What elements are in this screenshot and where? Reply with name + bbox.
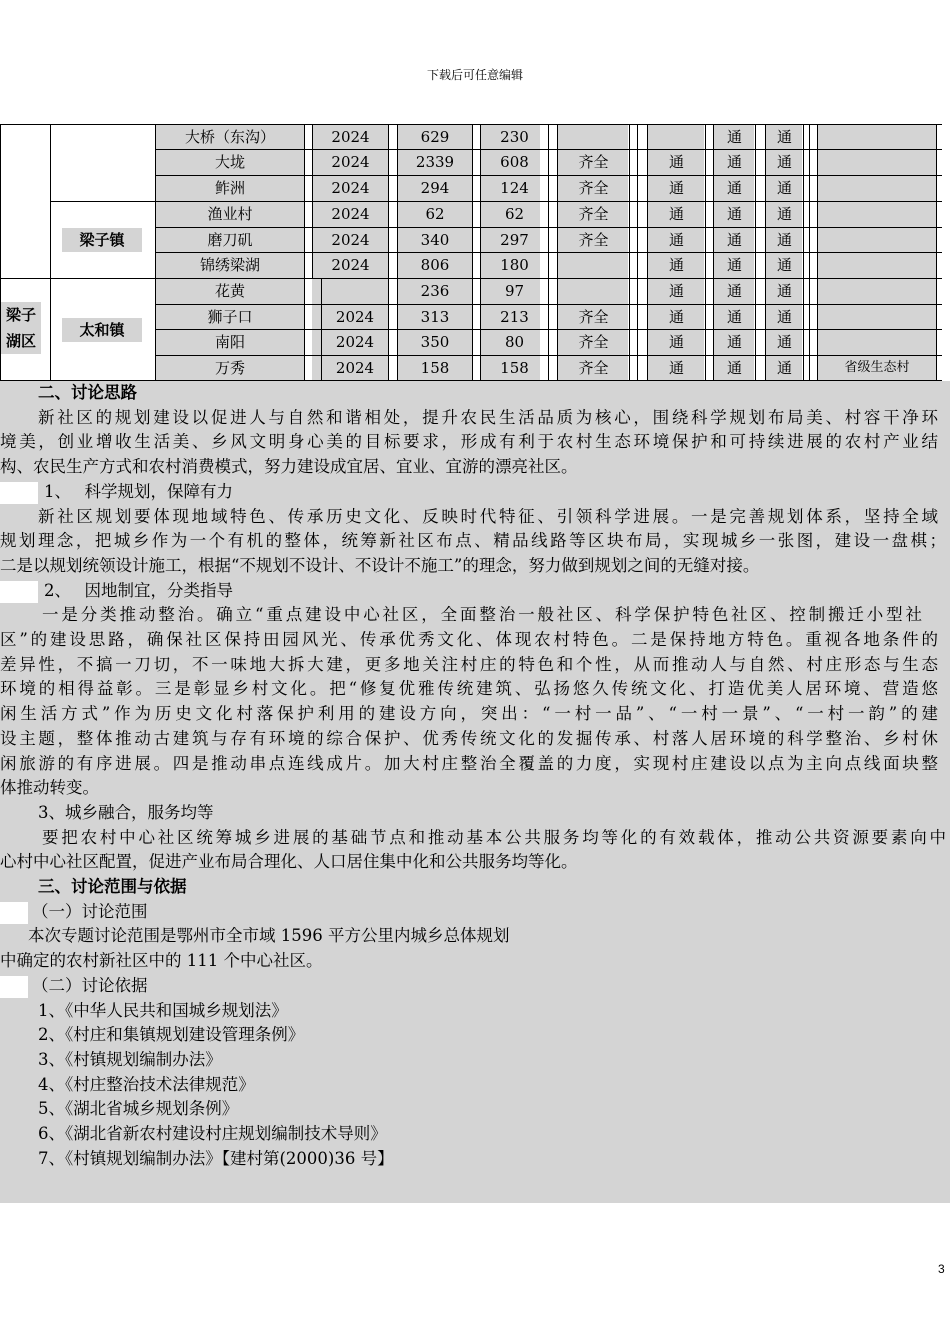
year: 2024 (331, 153, 370, 171)
note (818, 175, 936, 201)
village-name: 大桥（东沟） (184, 128, 275, 146)
households: 124 (500, 179, 529, 197)
population: 236 (420, 282, 450, 300)
table-row (0, 278, 942, 304)
facilities: 齐全 (578, 308, 609, 326)
paragraph-line: 构、农民生产方式和农村消费模式，努力建设成宜居、宜业、宜游的漂亮社区。 (0, 457, 578, 477)
facilities: 齐全 (578, 179, 609, 197)
note (818, 304, 936, 330)
paragraph-line: 设主题，整体推动古建筑与存有环境的综合保护、优秀传统文化的发掘传承、村落人居环境的科学整治、乡村休 (0, 728, 938, 748)
note (818, 124, 936, 150)
road: 通 (668, 205, 684, 223)
power: 通 (776, 205, 792, 223)
water: 通 (726, 282, 742, 300)
note (818, 278, 936, 304)
year: 2024 (331, 256, 370, 274)
water: 通 (726, 359, 742, 377)
village-name: 鲊洲 (214, 179, 245, 197)
water: 通 (726, 231, 742, 249)
facilities (558, 124, 629, 150)
list-item: 7、《村镇规划编制办法》【建村第(2000)36 号】 (38, 1148, 394, 1168)
table-row (0, 175, 942, 201)
households: 80 (504, 333, 525, 351)
power: 通 (776, 359, 792, 377)
paragraph-line: 体推动转变。 (0, 778, 99, 798)
facilities: 齐全 (578, 231, 609, 249)
water: 通 (726, 179, 742, 197)
power: 通 (776, 256, 792, 274)
document-body (0, 381, 950, 1203)
town-label-liangzi: 梁子镇 (62, 228, 142, 252)
village-name: 磨刀矶 (207, 231, 253, 249)
water: 通 (726, 128, 742, 146)
town-label-taihe: 太和镇 (62, 318, 142, 342)
paragraph-line: 心村中心社区配置，促进产业布局合理化、人口居住集中化和公共服务均等化。 (0, 852, 578, 872)
village-name: 花黄 (214, 282, 245, 300)
water: 通 (726, 256, 742, 274)
highlight-gap (0, 902, 28, 924)
year: 2024 (331, 128, 370, 146)
road: 通 (668, 179, 684, 197)
power: 通 (776, 282, 792, 300)
paragraph-line: 本次专题讨论范围是鄂州市全市域 1596 平方公里内城乡总体规划 (28, 926, 510, 946)
village-name: 南阳 (214, 333, 245, 351)
village-name: 渔业村 (207, 205, 253, 223)
facilities (558, 252, 629, 278)
village-name: 万秀 (214, 359, 245, 377)
district-label-line: 梁子 (5, 306, 36, 324)
water: 通 (726, 308, 742, 326)
note (818, 227, 936, 253)
page-number: 3 (938, 1262, 945, 1276)
table-row (0, 304, 942, 330)
power: 通 (776, 333, 792, 351)
village-name: 狮子口 (207, 308, 253, 326)
table-row (0, 149, 942, 175)
year: 2024 (335, 359, 375, 377)
paragraph-line: 新社区的规划建设以促进人与自然和谐相处，提升农民生活品质为核心，围绕科学规划布局美、村容干净环 (38, 407, 938, 427)
population: 350 (420, 333, 450, 351)
table-row (0, 124, 942, 150)
power: 通 (776, 308, 792, 326)
year: 2024 (331, 205, 370, 223)
list-item: 2、《村庄和集镇规划建设管理条例》 (38, 1025, 305, 1045)
highlight-gap (0, 482, 38, 504)
village-table (0, 124, 942, 380)
power: 通 (776, 231, 792, 249)
facilities: 齐全 (578, 205, 609, 223)
list-item: 4、《村庄整治技术法律规范》 (38, 1074, 255, 1094)
households: 62 (504, 205, 525, 223)
road: 通 (668, 231, 684, 249)
power: 通 (776, 128, 792, 146)
paragraph-line: 一是分类推动整治。确立“重点建设中心社区，全面整治一般社区、科学保护特色社区、控制搬迁小型社 (42, 605, 922, 625)
table-row (0, 329, 942, 355)
list-item: 6、《湖北省新农村建设村庄规划编制技术导则》 (38, 1124, 387, 1143)
population: 313 (420, 308, 450, 326)
households: 180 (500, 256, 529, 274)
power: 通 (776, 153, 792, 171)
highlight-gap (0, 581, 38, 603)
district-label-line: 湖区 (5, 332, 36, 350)
population: 158 (420, 359, 450, 377)
paragraph-line: 中确定的农村新社区中的 111 个中心社区。 (0, 951, 323, 971)
year: 2024 (335, 308, 375, 326)
paragraph-line: 二是以规划统领设计施工，根据“不规划不设计、不设计不施工”的理念，努力做到规划之间的无缝对接。 (0, 555, 760, 575)
road: 通 (668, 282, 684, 300)
table-row (0, 201, 942, 227)
header-note: 下载后可任意编辑 (426, 68, 523, 82)
paragraph-line: 闲旅游的有序进展。四是推动串点连线成片。加大村庄整治全覆盖的力度，实现村庄建设以点为主向点线面块整 (0, 753, 938, 773)
facilities (558, 278, 629, 304)
subheading: 2、 因地制宜，分类指导 (44, 580, 233, 600)
households: 297 (500, 231, 529, 249)
section-heading: 三、讨论范围与依据 (38, 877, 187, 896)
road: 通 (668, 359, 684, 377)
note (818, 201, 936, 227)
road: 通 (668, 333, 684, 351)
highlight-gap (0, 976, 28, 998)
paragraph-line: 区”的建设思路，确保社区保持田园风光、传承优秀文化、体现农村特色。二是保持地方特色。重视各地条件的 (0, 630, 938, 649)
subheading: 1、 科学规划，保障有力 (44, 481, 233, 501)
note (818, 252, 936, 278)
note: 省级生态村 (844, 360, 910, 375)
population: 62 (425, 205, 445, 223)
subheading: （二）讨论依据 (32, 975, 148, 995)
road: 通 (668, 256, 684, 274)
households: 230 (500, 128, 529, 146)
village-name: 锦绣梁湖 (199, 256, 260, 274)
road: 通 (668, 308, 684, 326)
list-item: 5、《湖北省城乡规划条例》 (38, 1099, 239, 1119)
list-item: 1、《中华人民共和国城乡规划法》 (38, 1000, 288, 1020)
table-row (0, 227, 942, 253)
paragraph-line: 规划理念，把城乡作为一个有机的整体，统筹新社区布点、精品线路等区块布局，实现城乡一张图，建设一盘棋； (0, 531, 946, 551)
subheading: （一）讨论范围 (32, 901, 148, 921)
facilities: 齐全 (578, 153, 609, 171)
table-row (0, 355, 942, 381)
population: 2339 (415, 153, 455, 171)
list-item: 3、《村镇规划编制办法》 (38, 1049, 222, 1069)
water: 通 (726, 153, 742, 171)
facilities: 齐全 (578, 359, 609, 377)
paragraph-line: 境美，创业增收生活美、乡风文明身心美的目标要求，形成有利于农村生态环境保护和可持续进展的农村产业结 (0, 432, 938, 452)
road: 通 (668, 153, 684, 171)
population: 294 (420, 179, 450, 197)
year: 2024 (335, 333, 375, 351)
subheading: 3、城乡融合，服务均等 (38, 802, 214, 822)
facilities: 齐全 (578, 333, 609, 351)
year: 2024 (331, 231, 370, 249)
population: 340 (420, 231, 450, 249)
population: 629 (420, 128, 450, 146)
note (818, 149, 936, 175)
water: 通 (726, 333, 742, 351)
population: 806 (420, 256, 450, 274)
households: 158 (500, 359, 529, 377)
table-row (0, 252, 942, 278)
water: 通 (726, 205, 742, 223)
households: 97 (504, 282, 525, 300)
paragraph-line: 环境的相得益彰。三是彰显乡村文化。把“修复优雅传统建筑、弘扬悠久传统文化、打造优美人居环境、营造悠 (0, 679, 938, 699)
year: 2024 (331, 179, 370, 197)
paragraph-line: 要把农村中心社区统筹城乡进展的基础节点和推动基本公共服务均等化的有效载体，推动公共资源要素向中 (42, 827, 946, 847)
section-heading: 二、讨论思路 (38, 383, 137, 402)
power: 通 (776, 179, 792, 197)
year (322, 278, 388, 304)
households: 608 (500, 153, 529, 171)
paragraph-line: 差异性，不搞一刀切，不一味地大拆大建，更多地关注村庄的特色和个性，从而推动人与自然、村庄形态与生态 (0, 654, 938, 674)
road (648, 124, 705, 150)
households: 213 (500, 308, 529, 326)
paragraph-line: 闲生活方式”作为历史文化村落保护利用的建设方向，突出：“一村一品”、“一村一景”、“一村一韵”的建 (0, 704, 938, 724)
village-name: 大垅 (214, 153, 245, 171)
note (818, 329, 936, 355)
paragraph-line: 新社区规划要体现地域特色、传承历史文化、反映时代特征、引领科学进展。一是完善规划体系，坚持全域 (38, 506, 938, 526)
